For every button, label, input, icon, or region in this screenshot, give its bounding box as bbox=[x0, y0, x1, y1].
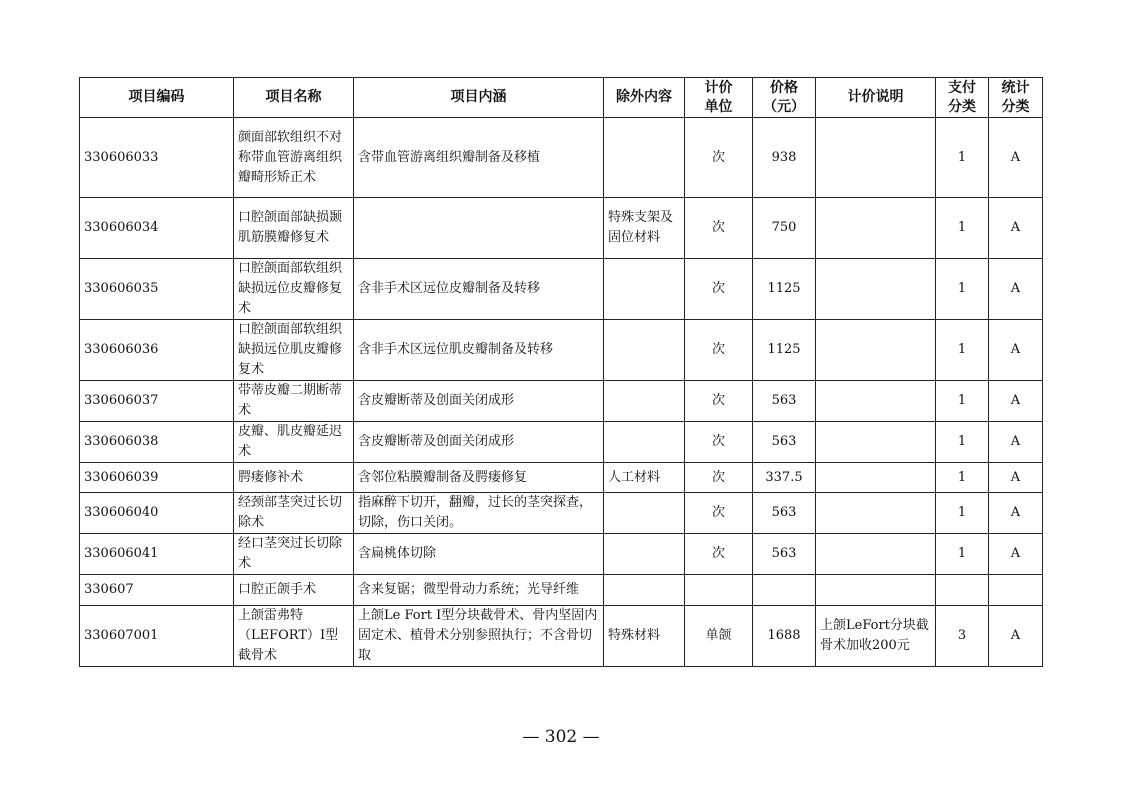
cell-price: 938 bbox=[753, 118, 816, 198]
cell-pay bbox=[936, 575, 989, 606]
cell-stat: A bbox=[989, 381, 1043, 422]
table-row bbox=[80, 259, 1043, 320]
cell-code: 330607001 bbox=[80, 606, 234, 667]
table-row bbox=[80, 575, 1043, 606]
cell-name: 口腔正颌手术 bbox=[234, 575, 354, 606]
cell-price bbox=[753, 575, 816, 606]
cell-price: 1125 bbox=[753, 320, 816, 381]
cell-stat: A bbox=[989, 118, 1043, 198]
cell-pay: 1 bbox=[936, 259, 989, 320]
cell-content bbox=[354, 198, 604, 259]
cell-unit: 次 bbox=[685, 259, 753, 320]
cell-pay: 3 bbox=[936, 606, 989, 667]
cell-excluded bbox=[604, 381, 685, 422]
cell-price: 563 bbox=[753, 493, 816, 534]
cell-unit: 次 bbox=[685, 534, 753, 575]
cell-note bbox=[816, 198, 936, 259]
cell-name: 口腔颌面部缺损颞肌筋膜瓣修复术 bbox=[234, 198, 354, 259]
cell-stat bbox=[989, 575, 1043, 606]
cell-name: 口腔颌面部软组织缺损远位肌皮瓣修复术 bbox=[234, 320, 354, 381]
cell-price: 1688 bbox=[753, 606, 816, 667]
cell-content: 上颌Le Fort I型分块截骨术、骨内坚固内固定术、植骨术分别参照执行；不含骨切取 bbox=[354, 606, 604, 667]
cell-excluded bbox=[604, 534, 685, 575]
cell-pay: 1 bbox=[936, 198, 989, 259]
cell-note bbox=[816, 422, 936, 463]
cell-unit: 单颌 bbox=[685, 606, 753, 667]
cell-code: 330606035 bbox=[80, 259, 234, 320]
cell-excluded bbox=[604, 259, 685, 320]
cell-pay: 1 bbox=[936, 493, 989, 534]
cell-unit: 次 bbox=[685, 422, 753, 463]
cell-stat: A bbox=[989, 463, 1043, 493]
cell-stat: A bbox=[989, 493, 1043, 534]
header-pay: 支付 分类 bbox=[936, 78, 989, 118]
cell-content: 含皮瓣断蒂及创面关闭成形 bbox=[354, 422, 604, 463]
fee-table bbox=[79, 77, 1043, 667]
cell-excluded bbox=[604, 320, 685, 381]
header-price: 价格 （元） bbox=[753, 78, 816, 118]
cell-excluded bbox=[604, 422, 685, 463]
cell-unit: 次 bbox=[685, 118, 753, 198]
cell-unit: 次 bbox=[685, 198, 753, 259]
cell-excluded bbox=[604, 575, 685, 606]
header-unit: 计价 单位 bbox=[685, 78, 753, 118]
cell-stat: A bbox=[989, 198, 1043, 259]
cell-name: 上颌雷弗特（LEFORT）I型截骨术 bbox=[234, 606, 354, 667]
cell-note bbox=[816, 575, 936, 606]
cell-content: 指麻醉下切开，翻瓣，过长的茎突探查，切除，伤口关闭。 bbox=[354, 493, 604, 534]
cell-code: 330606040 bbox=[80, 493, 234, 534]
cell-pay: 1 bbox=[936, 381, 989, 422]
cell-note bbox=[816, 534, 936, 575]
cell-unit bbox=[685, 575, 753, 606]
cell-code: 330606038 bbox=[80, 422, 234, 463]
cell-name: 经颈部茎突过长切除术 bbox=[234, 493, 354, 534]
table-row bbox=[80, 320, 1043, 381]
cell-note bbox=[816, 259, 936, 320]
cell-note bbox=[816, 320, 936, 381]
cell-note bbox=[816, 493, 936, 534]
header-stat: 统计 分类 bbox=[989, 78, 1043, 118]
cell-stat: A bbox=[989, 259, 1043, 320]
cell-excluded bbox=[604, 493, 685, 534]
cell-code: 330606033 bbox=[80, 118, 234, 198]
cell-price: 1125 bbox=[753, 259, 816, 320]
header-name: 项目名称 bbox=[234, 78, 354, 118]
page-number: — 302 — bbox=[522, 727, 600, 747]
cell-note bbox=[816, 118, 936, 198]
header-row bbox=[80, 78, 1043, 118]
cell-code: 330606039 bbox=[80, 463, 234, 493]
cell-pay: 1 bbox=[936, 422, 989, 463]
cell-code: 330606036 bbox=[80, 320, 234, 381]
cell-note bbox=[816, 463, 936, 493]
cell-name: 口腔颌面部软组织缺损远位皮瓣修复术 bbox=[234, 259, 354, 320]
cell-unit: 次 bbox=[685, 320, 753, 381]
cell-name: 腭瘘修补术 bbox=[234, 463, 354, 493]
cell-pay: 1 bbox=[936, 534, 989, 575]
table-row bbox=[80, 422, 1043, 463]
cell-content: 含扁桃体切除 bbox=[354, 534, 604, 575]
cell-content: 含邻位粘膜瓣制备及腭瘘修复 bbox=[354, 463, 604, 493]
table-row bbox=[80, 198, 1043, 259]
cell-stat: A bbox=[989, 422, 1043, 463]
header-excluded: 除外内容 bbox=[604, 78, 685, 118]
cell-content: 含来复锯；微型骨动力系统；光导纤维 bbox=[354, 575, 604, 606]
cell-unit: 次 bbox=[685, 463, 753, 493]
table-row bbox=[80, 118, 1043, 198]
cell-stat: A bbox=[989, 606, 1043, 667]
cell-price: 563 bbox=[753, 534, 816, 575]
cell-content: 含带血管游离组织瓣制备及移植 bbox=[354, 118, 604, 198]
cell-pay: 1 bbox=[936, 320, 989, 381]
cell-name: 带蒂皮瓣二期断蒂术 bbox=[234, 381, 354, 422]
header-note: 计价说明 bbox=[816, 78, 936, 118]
cell-excluded: 特殊材料 bbox=[604, 606, 685, 667]
cell-excluded: 人工材料 bbox=[604, 463, 685, 493]
cell-content: 含非手术区远位皮瓣制备及转移 bbox=[354, 259, 604, 320]
cell-stat: A bbox=[989, 534, 1043, 575]
table-row bbox=[80, 534, 1043, 575]
cell-price: 563 bbox=[753, 422, 816, 463]
cell-content: 含皮瓣断蒂及创面关闭成形 bbox=[354, 381, 604, 422]
cell-content: 含非手术区远位肌皮瓣制备及转移 bbox=[354, 320, 604, 381]
cell-note: 上颌LeFort分块截骨术加收200元 bbox=[816, 606, 936, 667]
cell-price: 337.5 bbox=[753, 463, 816, 493]
cell-excluded bbox=[604, 118, 685, 198]
cell-pay: 1 bbox=[936, 463, 989, 493]
cell-price: 563 bbox=[753, 381, 816, 422]
cell-pay: 1 bbox=[936, 118, 989, 198]
table-row bbox=[80, 463, 1043, 493]
cell-unit: 次 bbox=[685, 493, 753, 534]
cell-code: 330606034 bbox=[80, 198, 234, 259]
cell-price: 750 bbox=[753, 198, 816, 259]
cell-note bbox=[816, 381, 936, 422]
cell-stat: A bbox=[989, 320, 1043, 381]
cell-excluded: 特殊支架及固位材料 bbox=[604, 198, 685, 259]
header-content: 项目内涵 bbox=[354, 78, 604, 118]
table-row bbox=[80, 493, 1043, 534]
header-code: 项目编码 bbox=[80, 78, 234, 118]
cell-unit: 次 bbox=[685, 381, 753, 422]
cell-name: 经口茎突过长切除术 bbox=[234, 534, 354, 575]
cell-name: 皮瓣、肌皮瓣延迟术 bbox=[234, 422, 354, 463]
cell-code: 330606037 bbox=[80, 381, 234, 422]
cell-code: 330606041 bbox=[80, 534, 234, 575]
cell-name: 颜面部软组织不对称带血管游离组织瓣畸形矫正术 bbox=[234, 118, 354, 198]
table-row bbox=[80, 381, 1043, 422]
table-row bbox=[80, 606, 1043, 667]
cell-code: 330607 bbox=[80, 575, 234, 606]
